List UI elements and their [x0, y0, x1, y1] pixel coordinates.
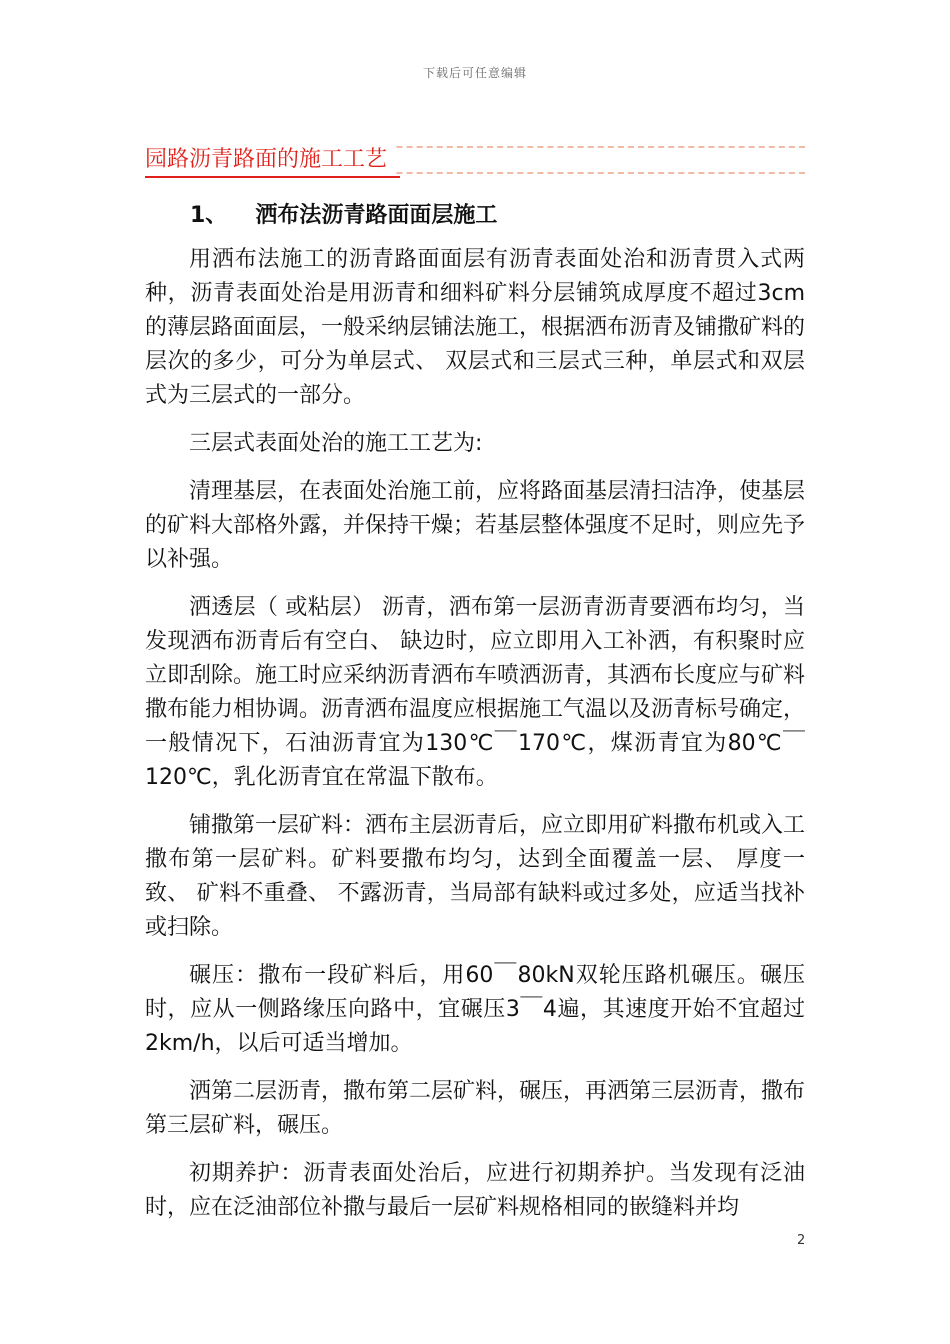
- paragraph: 洒透层（ 或粘层） 沥青，洒布第一层沥青沥青要洒布均匀，当发现洒布沥青后有空白、 缺边时，应立即用入工补洒，有积聚时应立即刮除。施工时应采纳沥青洒布车喷洒沥青，其洒布长度应与矿料撒布能力相协调。沥青洒布温度应根据施工气温以及沥青标号确定，一般情况下，石油沥青宜为130℃￣170℃，煤沥青宜为80℃￣120℃，乳化沥青宜在常温下散布。: [145, 595, 806, 790]
- paragraph: 三层式表面处治的施工工艺为:: [189, 431, 483, 456]
- title-bar: [145, 140, 805, 182]
- paragraph: 碾压：撒布一段矿料后，用60￣80kN双轮压路机碾压。碾压时，应从一侧路缘压向路中，宜碾压3￣4遍，其速度开始不宜超过2km/h，以后可适当增加。: [145, 963, 805, 1056]
- paragraph: 清理基层，在表面处治施工前，应将路面基层清扫洁净，使基层的矿料大部格外露，并保持干燥；若基层整体强度不足时，则应先予以补强。: [145, 479, 806, 572]
- page-number: 2: [797, 1233, 806, 1248]
- title-underline: [145, 176, 400, 178]
- paragraph: 用洒布法施工的沥青路面面层有沥青表面处治和沥青贯入式两种，沥青表面处治是用沥青和细料矿料分层铺筑成厚度不超过3cm的薄层路面面层，一般采纳层铺法施工，根据洒布沥青及铺撒矿料的层次的多少，可分为单层式、 双层式和三层式三种，单层式和双层式为三层式的一部分。: [145, 247, 806, 408]
- section-heading: [190, 200, 497, 232]
- paragraph: 铺撒第一层矿料：洒布主层沥青后，应立即用矿料撒布机或入工撒布第一层矿料。矿料要撒布均匀，达到全面覆盖一层、 厚度一致、 矿料不重叠、 不露沥青，当局部有缺料或过多处，应适当找补或扫除。: [145, 813, 806, 940]
- body-content: [145, 243, 805, 1239]
- page-header: 下载后可任意编辑: [422, 66, 527, 80]
- paragraph: 初期养护：沥青表面处治后，应进行初期养护。当发现有泛油时，应在泛油部位补撒与最后一层矿料规格相同的嵌缝料并均: [145, 1161, 805, 1220]
- section-number: 1、: [190, 203, 228, 228]
- paragraph: 洒第二层沥青，撒布第二层矿料，碾压，再洒第三层沥青，撒布第三层矿料，碾压。: [145, 1079, 806, 1138]
- document-title: 园路沥青路面的施工工艺: [145, 144, 393, 176]
- section-heading-text: 洒布法沥青路面面层施工: [255, 203, 498, 228]
